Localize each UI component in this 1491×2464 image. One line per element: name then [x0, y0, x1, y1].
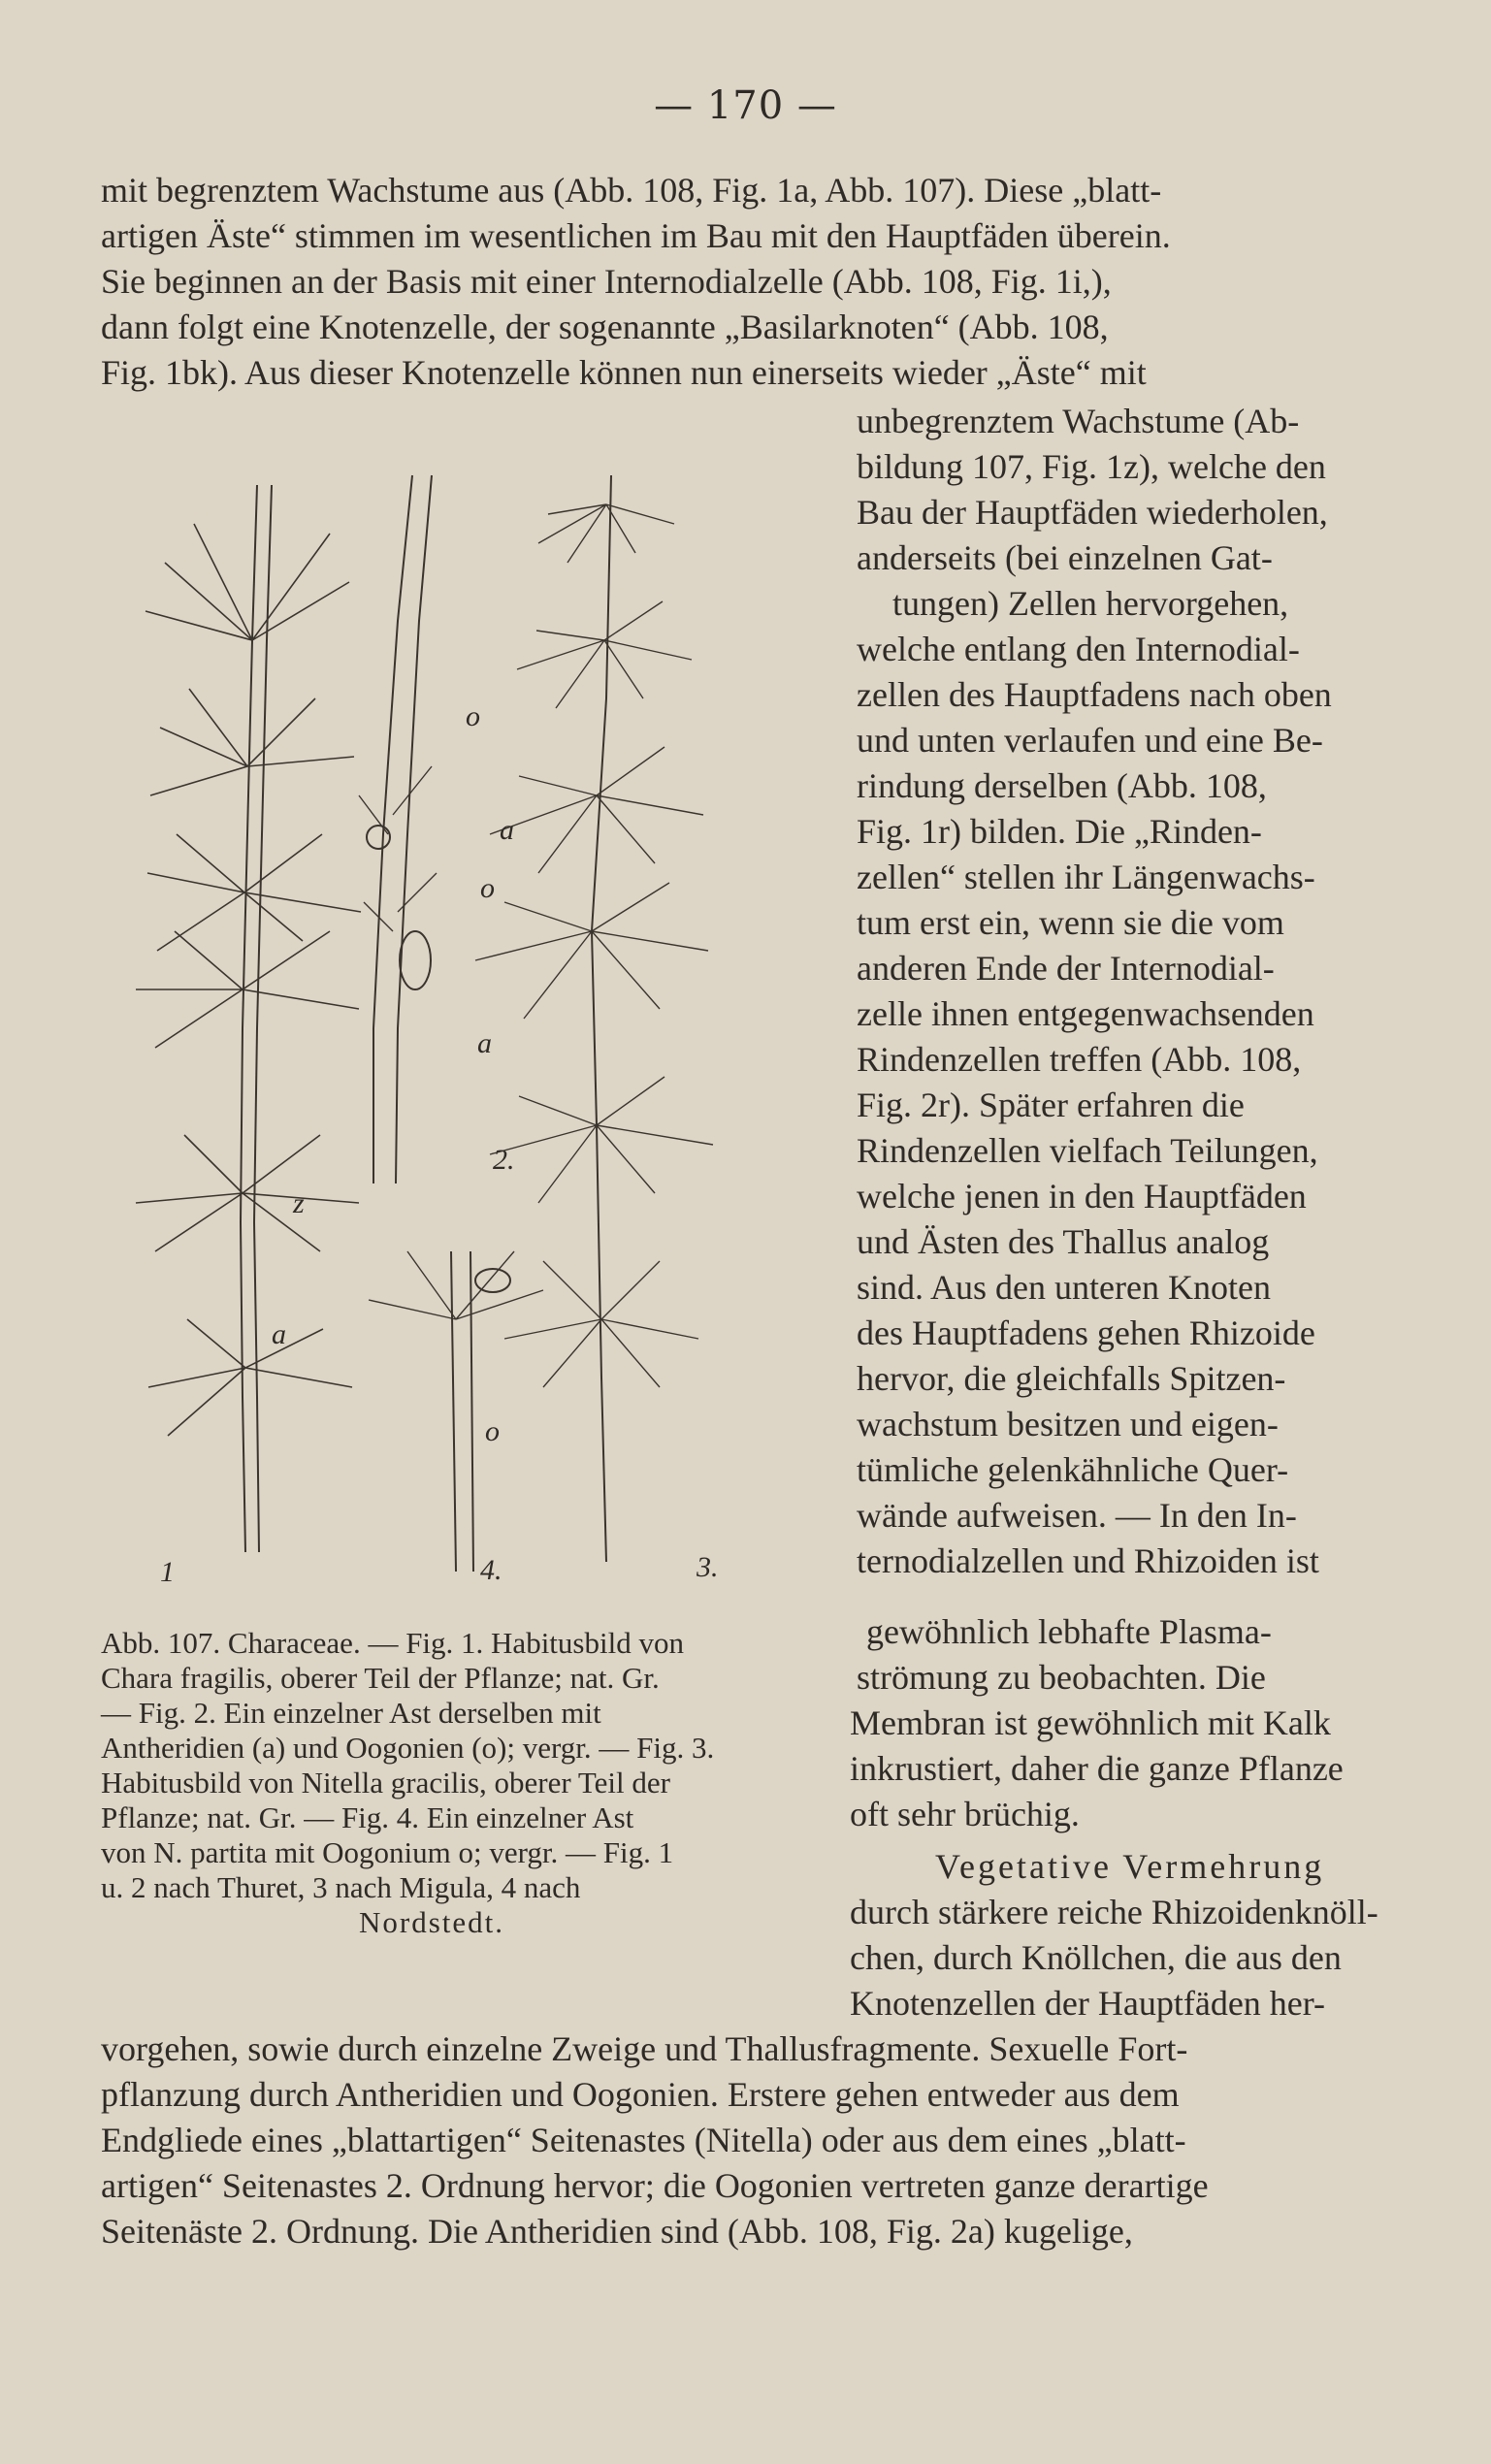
figure-caption-line: Chara fragilis, oberer Teil der Pflanze; nat. Gr.	[101, 1661, 660, 1695]
figure-caption-line: Pflanze; nat. Gr. — Fig. 4. Ein einzelner Ast	[101, 1800, 634, 1834]
body-line: tümliche gelenkähnliche Quer-	[857, 1450, 1289, 1489]
label-o: o	[466, 700, 480, 732]
body-line: zelle ihnen entgegenwachsenden	[857, 994, 1314, 1033]
body-line: strömung zu beobachten. Die	[857, 1658, 1266, 1697]
body-line: artigen“ Seitenastes 2. Ordnung hervor; die Oogonien vertreten ganze derartige	[101, 2166, 1209, 2205]
body-line: rindung derselben (Abb. 108,	[857, 766, 1267, 805]
fig2-branch-drawing	[359, 475, 437, 1183]
body-line: vorgehen, sowie durch einzelne Zweige und Thallusfragmente. Sexuelle Fort-	[101, 2029, 1188, 2068]
body-line: gewöhnlich lebhafte Plasma-	[866, 1612, 1272, 1651]
body-line: unbegrenztem Wachstume (Ab-	[857, 402, 1300, 440]
body-line: inkrustiert, daher die ganze Pflanze	[850, 1749, 1344, 1788]
label-o: o	[485, 1415, 500, 1447]
section-heading: Vegetative Vermehrung	[935, 1847, 1325, 1886]
body-line: Membran ist gewöhnlich mit Kalk	[850, 1703, 1331, 1742]
body-line: Seitenäste 2. Ordnung. Die Antheridien sind (Abb. 108, Fig. 2a) kugelige,	[101, 2212, 1133, 2251]
fig4-label: 4.	[480, 1554, 502, 1586]
body-line: sind. Aus den unteren Knoten	[857, 1268, 1271, 1307]
fig3-label: 3.	[697, 1551, 719, 1583]
body-line: mit begrenztem Wachstume aus (Abb. 108, Fig. 1a, Abb. 107). Diese „blatt-	[101, 171, 1162, 210]
figure-caption-line: u. 2 nach Thuret, 3 nach Migula, 4 nach	[101, 1870, 581, 1904]
body-line: Bau der Hauptfäden wiederholen,	[857, 493, 1328, 532]
fig3-nitella-gracilis-drawing	[475, 475, 713, 1562]
body-line: welche jenen in den Hauptfäden	[857, 1177, 1307, 1216]
body-line: wände aufweisen. — In den In-	[857, 1496, 1297, 1535]
body-line: anderen Ende der Internodial-	[857, 949, 1275, 988]
body-line: Endgliede eines „blattartigen“ Seitenastes (Nitella) oder aus dem eines „blatt-	[101, 2121, 1186, 2159]
figure-caption-line: — Fig. 2. Ein einzelner Ast derselben mit	[101, 1696, 601, 1730]
body-line: Fig. 2r). Später erfahren die	[857, 1086, 1245, 1124]
figure-caption-line: Nordstedt.	[359, 1905, 505, 1939]
body-line: artigen Äste“ stimmen im wesentlichen im Bau mit den Hauptfäden überein.	[101, 216, 1171, 255]
figure-caption-line: Antheridien (a) und Oogonien (o); vergr. — Fig. 3.	[101, 1731, 715, 1765]
body-line: des Hauptfadens gehen Rhizoide	[857, 1313, 1315, 1352]
body-line: wachstum besitzen und eigen-	[857, 1405, 1279, 1443]
body-line: zellen“ stellen ihr Längenwachs-	[857, 858, 1315, 896]
body-line: pflanzung durch Antheridien und Oogonien. Erstere gehen entweder aus dem	[101, 2075, 1180, 2114]
body-line: anderseits (bei einzelnen Gat-	[857, 538, 1273, 577]
page-number: — 170 —	[654, 83, 837, 128]
figure-caption-line: Habitusbild von Nitella gracilis, oberer Teil der	[101, 1766, 670, 1799]
body-line: Fig. 1r) bilden. Die „Rinden-	[857, 812, 1262, 851]
body-line: Fig. 1bk). Aus dieser Knotenzelle können nun einerseits wieder „Äste“ mit	[101, 353, 1147, 392]
fig4-nitella-partita-drawing	[369, 1251, 543, 1572]
body-line: hervor, die gleichfalls Spitzen-	[857, 1359, 1286, 1398]
body-line: durch stärkere reiche Rhizoidenknöll-	[850, 1893, 1378, 1931]
body-line: und unten verlaufen und eine Be-	[857, 721, 1323, 760]
body-line: ternodialzellen und Rhizoiden ist	[857, 1541, 1319, 1580]
body-line: Knotenzellen der Hauptfäden her-	[850, 1984, 1326, 2023]
body-line: tum erst ein, wenn sie die vom	[857, 903, 1284, 942]
body-line: zellen des Hauptfadens nach oben	[857, 675, 1332, 714]
body-line: oft sehr brüchig.	[850, 1795, 1080, 1833]
body-line: Sie beginnen an der Basis mit einer Internodialzelle (Abb. 108, Fig. 1i,),	[101, 262, 1112, 301]
figure-caption-line: von N. partita mit Oogonium o; vergr. — Fig. 1	[101, 1835, 674, 1869]
fig2-label: 2.	[493, 1144, 515, 1176]
body-line: und Ästen des Thallus analog	[857, 1222, 1270, 1261]
body-line: Rindenzellen vielfach Teilungen,	[857, 1131, 1318, 1170]
body-line: dann folgt eine Knotenzelle, der sogenannte „Basilarknoten“ (Abb. 108,	[101, 308, 1109, 346]
label-a: a	[500, 814, 514, 846]
figure-caption-line: Abb. 107. Characeae. — Fig. 1. Habitusbild von	[101, 1626, 684, 1660]
body-line: chen, durch Knöllchen, die aus den	[850, 1938, 1342, 1977]
label-a: a	[477, 1027, 492, 1059]
body-line: Rindenzellen treffen (Abb. 108,	[857, 1040, 1302, 1079]
label-o: o	[480, 872, 495, 904]
body-line: tungen) Zellen hervorgehen,	[892, 584, 1289, 623]
characeae-illustration	[107, 446, 786, 1601]
label-a: a	[272, 1318, 286, 1350]
body-line: welche entlang den Internodial-	[857, 630, 1300, 668]
fig1-label: 1	[160, 1556, 175, 1588]
label-z: z	[293, 1187, 305, 1219]
fig1-chara-fragilis-drawing	[136, 485, 361, 1552]
body-line: bildung 107, Fig. 1z), welche den	[857, 447, 1326, 486]
